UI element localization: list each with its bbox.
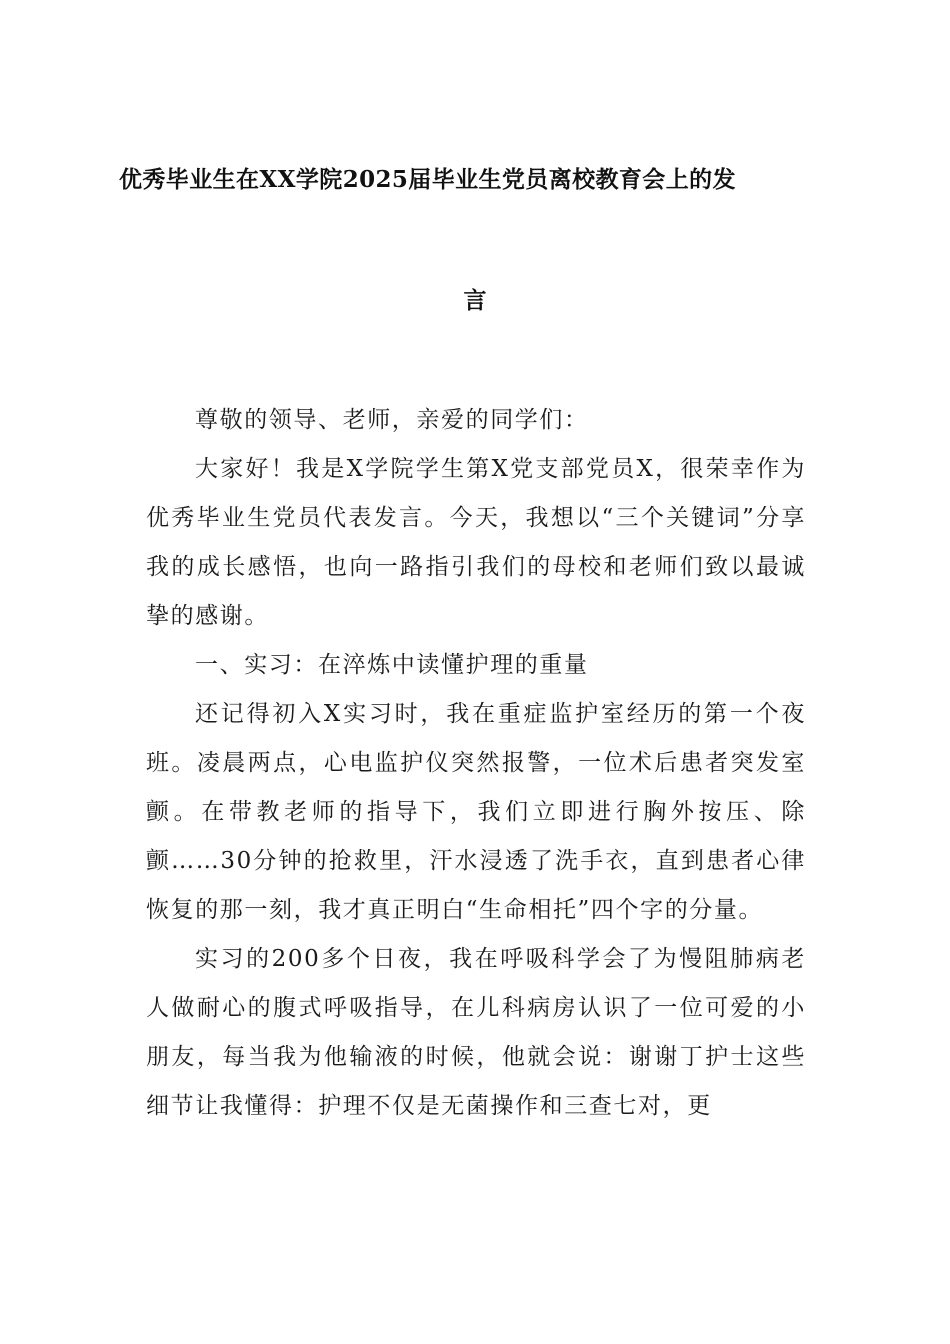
document-title-line-2: 言 <box>463 287 487 314</box>
body-paragraph: 实习的200多个日夜，我在呼吸科学会了为慢阻肺病老人做耐心的腹式呼吸指导，在儿科病房认识了一位可爱的小朋友，每当我为他输液的时候，他就会说：谢谢丁护士这些细节让我懂得：护理不仅是无菌操作和三查七对，更 <box>146 946 806 1119</box>
document-title-line-1: 优秀毕业生在XX学院2025届毕业生党员离校教育会上的发 <box>119 166 736 193</box>
salutation-paragraph: 尊敬的领导、老师，亲爱的同学们： <box>195 407 589 433</box>
intro-paragraph: 大家好！我是X学院学生第X党支部党员X，很荣幸作为优秀毕业生党员代表发言。今天，我想以“三个关键词”分享我的成长感悟，也向一路指引我们的母校和老师们致以最诚挚的感谢。 <box>146 456 806 629</box>
document-body <box>146 396 806 1131</box>
body-paragraph: 还记得初入X实习时，我在重症监护室经历的第一个夜班。凌晨两点，心电监护仪突然报警，一位术后患者突发室颤。在带教老师的指导下，我们立即进行胸外按压、除颤……30分钟的抢救里，汗水浸透了洗手衣，直到患者心律恢复的那一刻，我才真正明白“生命相托”四个字的分量。 <box>146 701 806 923</box>
section-heading: 一、实习：在淬炼中读懂护理的重量 <box>195 652 589 678</box>
